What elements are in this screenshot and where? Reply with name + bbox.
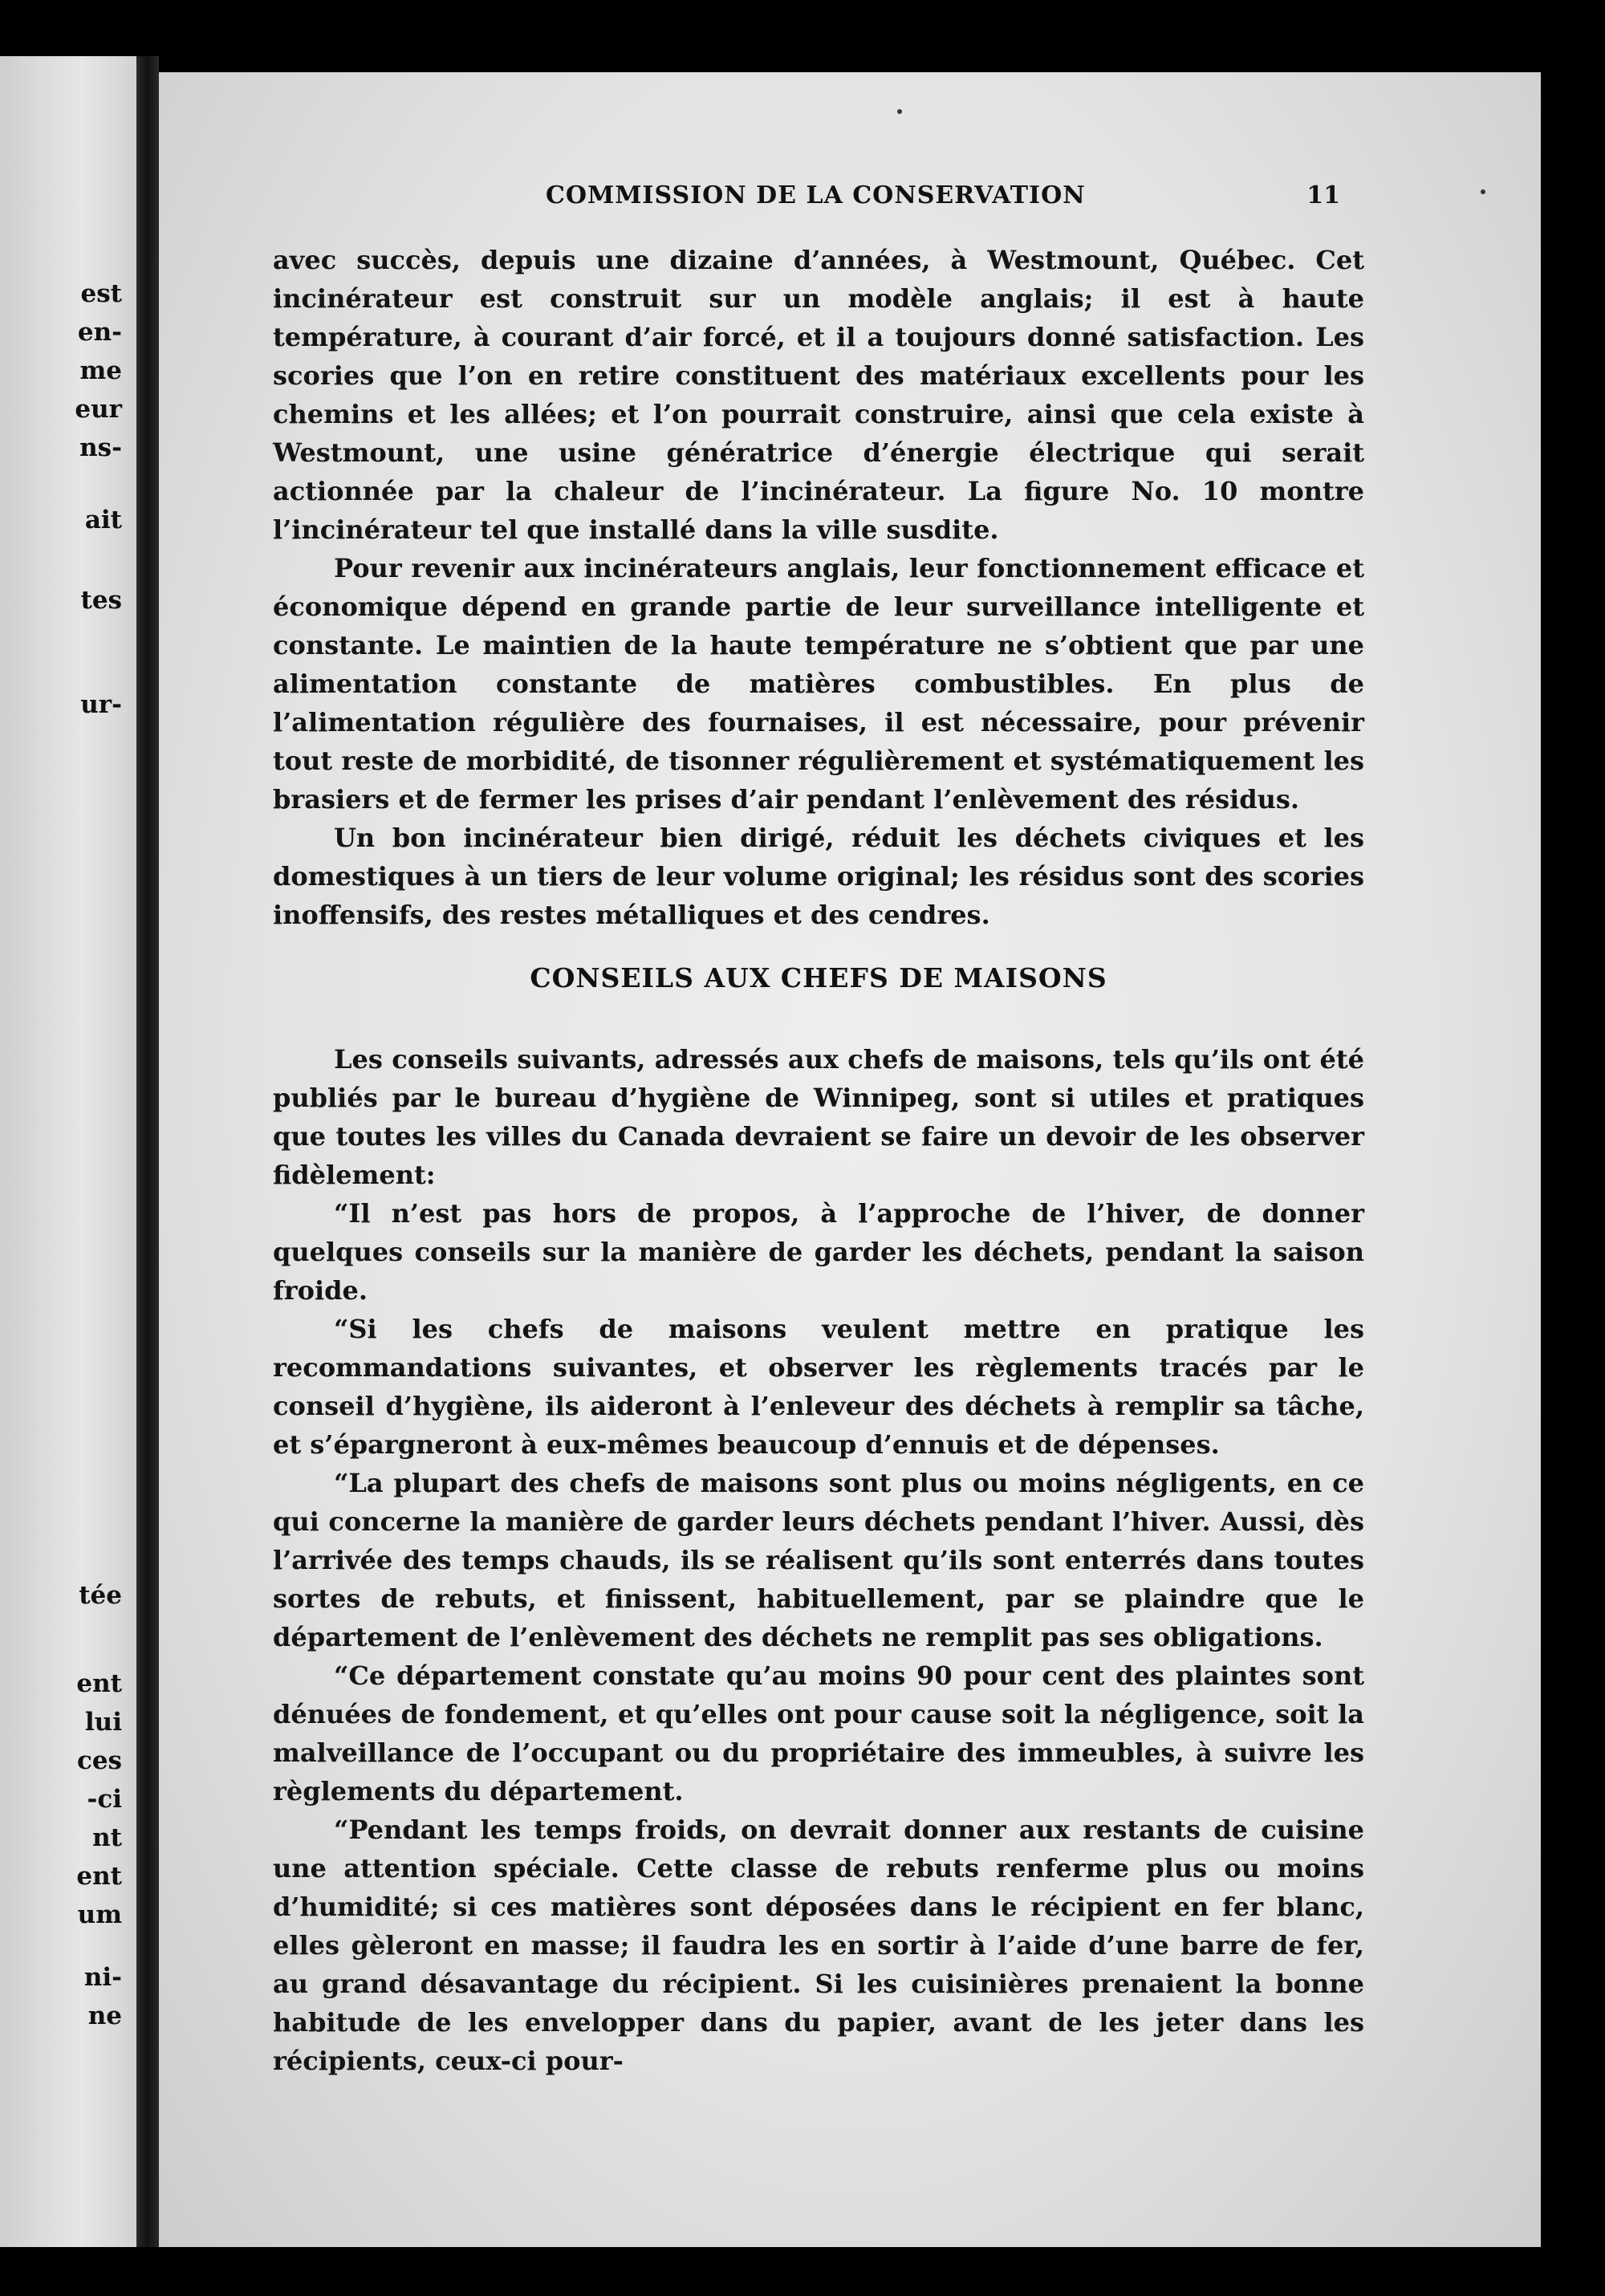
facing-page-fragment: tée (79, 1581, 122, 1610)
facing-page-fragment: lui (84, 1708, 122, 1737)
paragraph: “Il n’est pas hors de propos, à l’approche de l’hiver, de donner quelques conseils sur la manière de garder les déchets, pendant la saison froide. (273, 1198, 1364, 1306)
facing-page-fragment: me (79, 356, 122, 385)
text-block-advice (273, 1040, 1364, 2080)
scan-top-border (0, 0, 1605, 72)
scan-right-border (1541, 72, 1605, 2247)
paragraph: “La plupart des chefs de maisons sont plus ou moins négligents, en ce qui concerne la manière de garder leurs déchets pendant l’hiver. Aussi, dès l’arrivée des temps chauds, ils se réalisent qu’ils sont enterrés dans toutes sortes de rebuts, et finissent, habituellement, par se plaindre que le département de l’enlèvement des déchets ne remplit pas ses obligations. (273, 1468, 1364, 1652)
facing-page-fragment: ent (76, 1669, 122, 1698)
paragraph: “Pendant les temps froids, on devrait donner aux restants de cuisine une attention spéciale. Cette classe de rebuts renferme plus ou moins d’humidité; si ces matières sont déposées dans le récipient en fer blanc, elles gèleront en masse; il faudra les en sortir à l’aide d’une barre de fer, au grand désavantage du récipient. Si les cuisinières prenaient la bonne habitude de les envelopper dans du papier, avant de les jeter dans les récipients, ceux-ci pour- (273, 1814, 1364, 2076)
paragraph: Les conseils suivants, adressés aux chefs de maisons, tels qu’ils ont été publiés par le bureau d’hygiène de Winnipeg, sont si utiles et pratiques que toutes les villes du Canada devraient se faire un devoir de les observer fidèlement: (273, 1044, 1364, 1190)
scan-speck (1481, 189, 1485, 194)
facing-page-fragment: nt (92, 1823, 122, 1852)
scan-bottom-border (0, 2247, 1605, 2296)
facing-page-fragment: ait (84, 506, 122, 534)
facing-page-fragment: ni- (83, 1963, 122, 1992)
facing-page-fragment: en- (77, 318, 122, 347)
facing-page-fragment: ent (76, 1862, 122, 1891)
book-gutter (136, 56, 159, 2247)
running-head: COMMISSION DE LA CONSERVATION (546, 181, 1086, 209)
facing-page-fragment: ne (87, 2001, 122, 2030)
facing-page-fragment: um (77, 1900, 122, 1929)
facing-page-sliver (0, 56, 136, 2247)
page-header (385, 181, 1340, 217)
facing-page-fragment: ces (76, 1746, 122, 1775)
facing-page-fragment: tes (80, 586, 122, 615)
section-heading: CONSEILS AUX CHEFS DE MAISONS (530, 962, 1107, 994)
scan-speck (897, 109, 902, 114)
paragraph: Un bon incinérateur bien dirigé, réduit les déchets civiques et les domestiques à un tiers de leur volume original; les résidus sont des scories inoffensifs, des restes métalliques et des cendres. (273, 823, 1364, 930)
paragraph: avec succès, depuis une dizaine d’années, à Westmount, Québec. Cet incinérateur est construit sur un modèle anglais; il est à haute température, à courant d’air forcé, et il a toujours donné satisfaction. Les scories que l’on en retire constituent des matériaux excellents pour les chemins et les allées; et l’on pourrait construire, ainsi que cela existe à Westmount, une usine génératrice d’énergie électrique qui serait actionnée par la chaleur de l’incinérateur. La figure No. 10 montre l’incinérateur tel que installé dans la ville susdite. (273, 245, 1364, 545)
facing-page-fragment: ns- (79, 433, 122, 462)
paragraph: “Si les chefs de maisons veulent mettre en pratique les recommandations suivantes, et observer les règlements tracés par le conseil d’hygiène, ils aideront à l’enleveur des déchets à remplir sa tâche, et s’épargneront à eux-mêmes beaucoup d’ennuis et de dépenses. (273, 1314, 1364, 1460)
facing-page-fragment: eur (75, 395, 122, 424)
page-number: 11 (1306, 181, 1340, 209)
text-block-incinerators (273, 241, 1364, 934)
facing-page-fragment: -ci (87, 1785, 122, 1814)
paragraph: “Ce département constate qu’au moins 90 pour cent des plaintes sont dénuées de fondement, et qu’elles ont pour cause soit la négligence, soit la malveillance de l’occupant ou du propriétaire des immeubles, à suivre les règlements du département. (273, 1660, 1364, 1806)
facing-page-fragment: est (80, 279, 122, 308)
facing-page-fragment: ur- (80, 690, 122, 719)
paragraph: Pour revenir aux incinérateurs anglais, leur fonctionnement efficace et économique dépend en grande partie de leur surveillance intelligente et constante. Le maintien de la haute température ne s’obtient que par une alimentation constante de matières combustibles. En plus de l’alimentation régulière des fournaises, il est nécessaire, pour prévenir tout reste de morbidité, de tisonner régulièrement et systématiquement les brasiers et de fermer les prises d’air pendant l’enlèvement des résidus. (273, 553, 1364, 815)
